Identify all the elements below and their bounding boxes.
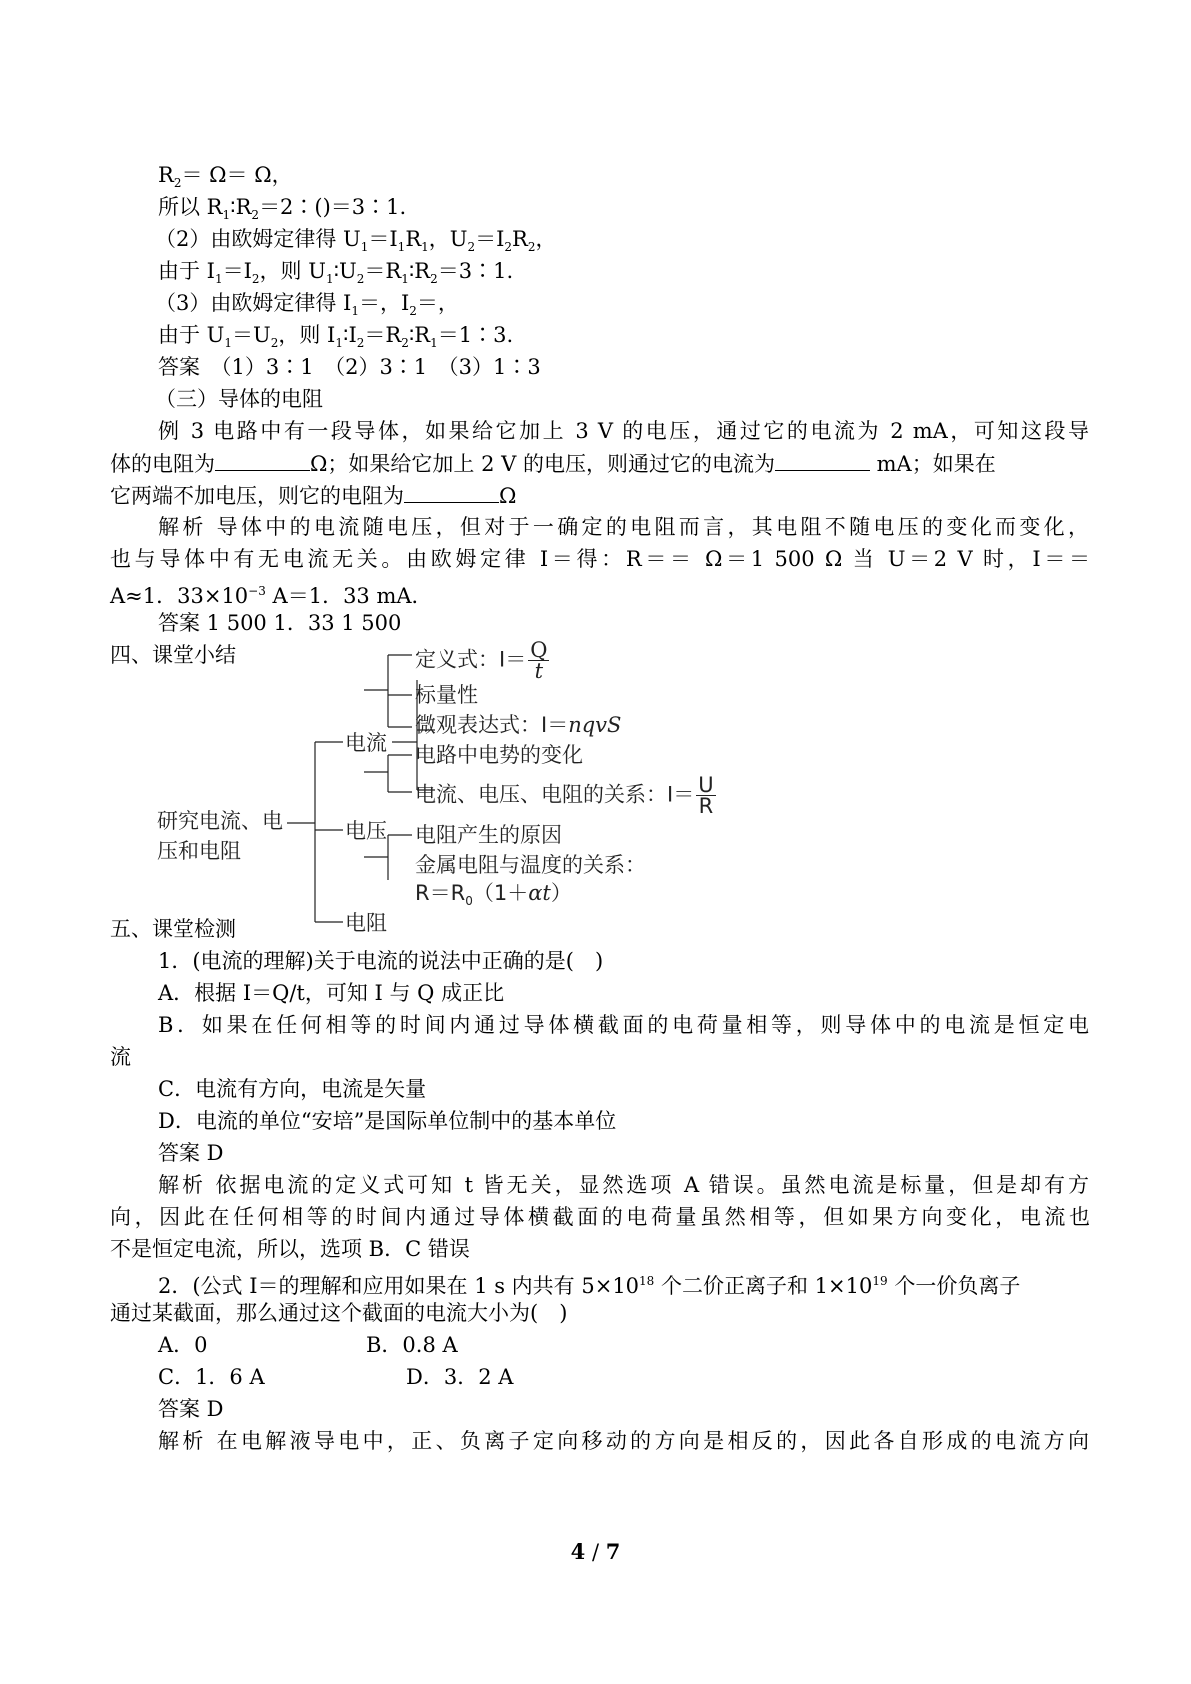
section-heading: 五、课堂检测 [110, 917, 236, 941]
answer-blank [215, 448, 310, 471]
section-heading: （三）导体的电阻 [155, 387, 323, 411]
tree-leaf-relation: 电流、电压、电阻的关系：I＝ $\frac{U}{R}$ [415, 773, 714, 818]
answer-line: 答案 1 500 1．33 1 500 [158, 611, 402, 635]
answer-line: 答案 （1）3∶1 （2）3∶1 （3）1∶3 [158, 355, 541, 379]
answer-blank [775, 448, 870, 471]
tree-branch-current: 电流 [345, 731, 387, 755]
example-text: 例 3 电路中有一段导体，如果给它加上 3 V 的电压，通过它的电流为 2 mA，可知这段导 [158, 419, 1089, 443]
analysis-text: 解析 依据电流的定义式可知 t 皆无关，显然选项 A 错误。虽然电流是标量，但是却有方 [158, 1173, 1089, 1197]
tree-leaf-micro: 微观表达式：I＝nqvS [415, 713, 622, 737]
text-line: 由于 $U_1=U_2$，则 $I_1∶I_2=R_2∶R_1=1∶3$. [158, 323, 514, 351]
analysis-text: A≈1．$33\times 10^{-3}$ A＝1．33 mA． [110, 584, 433, 608]
page-number: 4 / 7 [570, 1539, 621, 1564]
answer-line: 答案 D [158, 1141, 224, 1165]
question-text: 1．(电流的理解)关于电流的说法中正确的是( ) [158, 949, 604, 973]
tree-leaf-potential: 电路中电势的变化 [415, 743, 583, 767]
tree-leaf-temperature: 金属电阻与温度的关系： [415, 853, 646, 877]
analysis-text: 解析 导体中的电流随电压，但对于一确定的电阻而言，其电阻不随电压的变化而变化， [158, 515, 1089, 539]
example-text: 它两端不加电压，则它的电阻为 Ω [110, 480, 516, 511]
option-b: B．如果在任何相等的时间内通过导体横截面的电荷量相等，则导体中的电流是恒定电 [158, 1013, 1089, 1037]
example-text: 体的电阻为 Ω；如果给它加上 2 V 的电压，则通过它的电流为 mA；如果在 [110, 448, 1095, 479]
option-b-cont: 流 [110, 1045, 131, 1069]
option-a: A．0 [158, 1333, 208, 1357]
text-line: （3）由欧姆定律得 $I_1=$，$I_2=$， [155, 291, 459, 319]
option-a: A．根据 I＝Q/t，可知 I 与 Q 成正比 [158, 981, 505, 1005]
analysis-text: 向，因此在任何相等的时间内通过导体横截面的电荷量虽然相等，但如果方向变化，电流也 [110, 1205, 1090, 1229]
section-heading: 四、课堂小结 [110, 643, 236, 667]
analysis-text: 不是恒定电流，所以，选项 B．C 错误 [110, 1237, 470, 1261]
tree-leaf-definition: 定义式：I＝ $\frac{Q}{t}$ [415, 638, 548, 683]
option-d: D．电流的单位“安培”是国际单位制中的基本单位 [158, 1109, 617, 1133]
option-c: C．1．6 A [158, 1365, 265, 1389]
tree-branch-voltage: 电压 [345, 819, 387, 843]
option-b: B．0.8 A [366, 1333, 458, 1357]
question-text: 2．(公式 I＝的理解和应用如果在 1 s 内共有 $5\times 10^{18}$ 个二价正离子和 $1\times 10^{19}$ 个一价负离子 [158, 1274, 1021, 1298]
tree-leaf-cause: 电阻产生的原因 [415, 823, 562, 847]
analysis-text: 解析 在电解液导电中，正、负离子定向移动的方向是相反的，因此各自形成的电流方向 [158, 1429, 1089, 1453]
option-d: D．3．2 A [406, 1365, 514, 1389]
fraction: $\frac{Q}{t}$ [530, 638, 548, 683]
tree-branch-resistance: 电阻 [345, 911, 387, 935]
text-line: （2）由欧姆定律得 $U_1=I_1R_1$，$U_2=I_2R_2$， [155, 227, 557, 255]
fraction: $\frac{U}{R}$ [698, 773, 714, 818]
analysis-text: 也与导体中有无电流无关。由欧姆定律 I＝得：R＝＝ Ω＝1 500 Ω 当 U＝2 V 时，I＝＝ [110, 547, 1090, 571]
text-line: $R_2= \Omega= \Omega$， [158, 163, 293, 191]
question-text: 通过某截面，那么通过这个截面的电流大小为( ) [110, 1301, 568, 1325]
option-c: C．电流有方向，电流是矢量 [158, 1077, 427, 1101]
tree-leaf-formula: $R=R_0(1+\alpha t)$ [415, 881, 572, 909]
tree-root: 压和电阻 [157, 839, 241, 863]
tree-leaf-scalar: 标量性 [415, 683, 478, 707]
answer-blank [404, 480, 499, 503]
text-line: 由于 $I_1=I_2$，则 $U_1∶U_2=R_1∶R_2=3∶1$. [158, 259, 514, 287]
tree-root: 研究电流、电 [157, 809, 283, 833]
answer-line: 答案 D [158, 1397, 224, 1421]
text-line: 所以 $R_1∶R_2=2∶()=3∶1$. [158, 195, 407, 223]
